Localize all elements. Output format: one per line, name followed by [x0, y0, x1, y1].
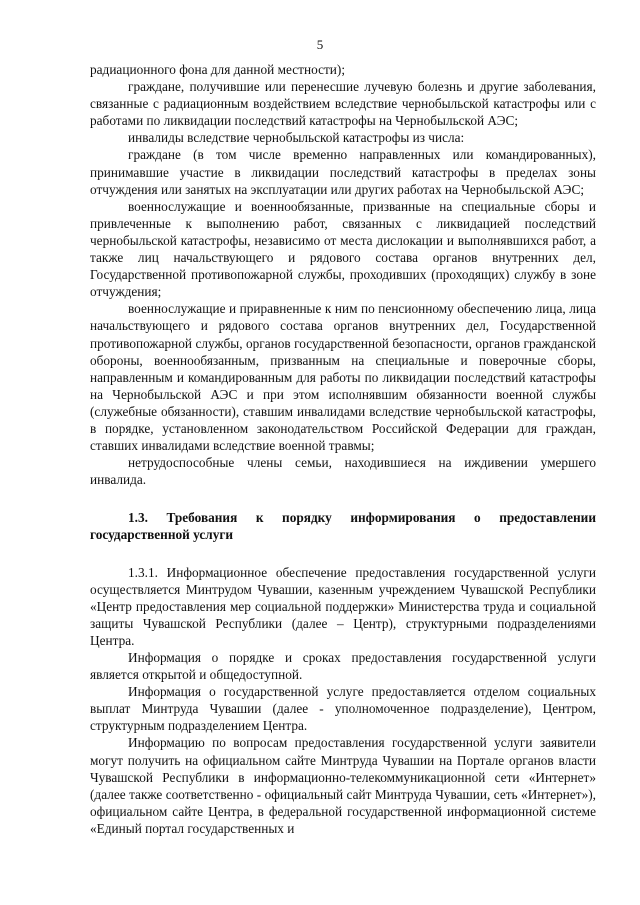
page-number: 5: [316, 37, 324, 52]
paragraph: Информация о порядке и сроках предоставления государственной услуги является открытой и общедоступной.: [90, 650, 596, 683]
paragraph: граждане, получившие или перенесшие лучевую болезнь и другие заболевания, связанные с радиационным воздействием вследствие чернобыльской катастрофы или с работами по ликвидации последствий катастрофы на Чернобыльской АЭС;: [90, 79, 596, 129]
paragraph: нетрудоспособные члены семьи, находившиеся на иждивении умершего инвалида.: [90, 455, 596, 488]
paragraph: 1.3.1. Информационное обеспечение предоставления государственной услуги осуществляется Минтрудом Чувашии, казенным учреждением Чувашской Республики «Центр предоставления мер социальной поддержки» Министерства труда и социальной защиты Чувашской Республики (далее – Центр), структурными подразделениями Центра.: [90, 564, 596, 648]
paragraphs-before-heading: [90, 61, 596, 488]
paragraph: инвалиды вследствие чернобыльской катастрофы из числа:: [128, 130, 465, 146]
paragraphs-after-heading: [90, 564, 596, 838]
paragraph: Информацию по вопросам предоставления государственной услуги заявители могут получить на официальном сайте Минтруда Чувашии на Портале органов власти Чувашской Республики в информационно-телекоммуникационной сети «Интернет» (далее также соответственно - официальный сайт Минтруда Чувашии, сеть «Интернет»), официальном сайте Центра, в федеральной государственной информационной системе «Единый портал государственных и: [90, 735, 596, 836]
paragraph: военнослужащие и приравненные к ним по пенсионному обеспечению лица, лица начальствующего и рядового состава органов внутренних дел, Государственной противопожарной службы, органов государственной безопасности, органов гражданской обороны, военнообязанным, призванным на специальные и поверочные сборы, направленным и командированным для работы по ликвидации последствий катастрофы на Чернобыльской АЭС и при этом исполнявшим обязанности военной службы (служебные обязанности), ставшим инвалидами вследствие чернобыльской катастрофы, в порядке, установленном законодательством Российской Федерации для граждан, ставших инвалидами вследствие военной травмы;: [90, 301, 596, 454]
document-body: [90, 61, 596, 837]
paragraph: радиационного фона для данной местности);: [90, 62, 346, 77]
paragraph: граждане (в том числе временно направленных или командированных), принимавшие участие в ликвидации последствий катастрофы в пределах зоны отчуждения или занятых на эксплуатации или других работах на Чернобыльской АЭС;: [90, 147, 596, 197]
section-heading: 1.3. Требования к порядку информирования о предоставлении государственной услуги: [90, 510, 596, 543]
paragraph: Информация о государственной услуге предоставляется отделом социальных выплат Минтруда Чувашии (далее - уполномоченное подразделение), Центром, структурным подразделением Центра.: [90, 684, 596, 734]
paragraph: военнослужащие и военнообязанные, призванные на специальные сборы и привлеченные к выполнению работ, связанных с ликвидацией последствий чернобыльской катастрофы, независимо от места дислокации и выполнявшихся работ, а также лиц начальствующего и рядового состава органов внутренних дел, Государственной противопожарной службы, проходивших (проходящих) службу в зоне отчуждения;: [90, 198, 596, 300]
